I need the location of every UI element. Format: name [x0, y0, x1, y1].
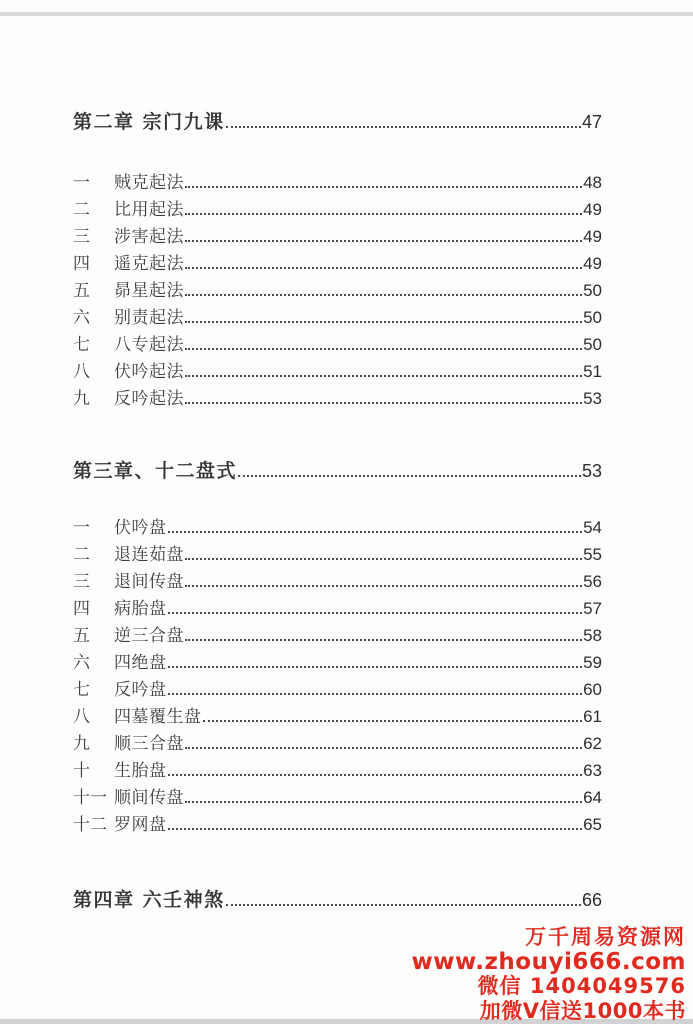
dot-leader	[238, 475, 581, 477]
toc-entry-page-number: 55	[583, 545, 602, 564]
chapter-page-number: 53	[581, 461, 602, 481]
toc-entry-row	[73, 757, 602, 784]
dot-leader	[168, 666, 583, 668]
toc-entry-number: 十二	[73, 815, 107, 835]
dot-leader	[168, 828, 583, 830]
toc-entry-row	[73, 676, 602, 703]
watermark-site-name: 万千周易资源网	[525, 925, 686, 949]
toc-entry-title: 伏吟起法	[114, 362, 184, 382]
toc-entry-page-number: 49	[583, 200, 602, 219]
toc-entry-number: 八	[73, 362, 90, 382]
toc-entry-row	[73, 622, 602, 649]
toc-entry-row	[73, 250, 602, 277]
toc-entry-row	[73, 730, 602, 757]
toc-chapter-row	[73, 886, 602, 914]
toc-entry-row	[73, 385, 602, 412]
toc-entry-page-number: 57	[583, 599, 602, 618]
toc-entry-page-number: 49	[583, 254, 602, 273]
toc-entry-row	[73, 649, 602, 676]
toc-entry-page-number: 54	[583, 518, 602, 537]
toc-entry-page-number: 51	[583, 362, 602, 381]
toc-entry-number: 二	[73, 200, 90, 220]
toc-entry-page-number: 50	[583, 281, 602, 300]
toc-entry-number: 六	[73, 308, 90, 328]
toc-entry-number: 七	[73, 680, 90, 700]
toc-entry-number: 一	[73, 173, 90, 193]
toc-entry-row	[73, 595, 602, 622]
chapter-title: 第四章 六壬神煞	[73, 889, 225, 911]
toc-entry-row	[73, 811, 602, 838]
toc-entry-title: 遥克起法	[114, 254, 184, 274]
toc-entry-title: 顺三合盘	[114, 734, 184, 754]
toc-entry-title: 病胎盘	[114, 599, 167, 619]
toc-entry-row	[73, 223, 602, 250]
dot-leader	[203, 720, 583, 722]
toc-entry-title: 八专起法	[114, 335, 184, 355]
watermark	[412, 925, 686, 1023]
toc-entry-title: 别责起法	[114, 308, 184, 328]
toc-entry-number: 八	[73, 707, 90, 727]
dot-leader	[185, 585, 582, 587]
dot-leader	[185, 240, 582, 242]
watermark-wechat-number: 微信 1404049576	[477, 974, 686, 998]
toc-entry-title: 顺间传盘	[114, 788, 184, 808]
toc-entry-row	[73, 277, 602, 304]
toc-entry-number: 五	[73, 626, 90, 646]
toc-entry-title: 贼克起法	[114, 173, 184, 193]
dot-leader	[185, 186, 582, 188]
toc-entry-page-number: 59	[583, 653, 602, 672]
dot-leader	[226, 904, 581, 906]
dot-leader	[185, 402, 582, 404]
toc-chapter-row	[73, 108, 602, 136]
dot-leader	[185, 321, 582, 323]
toc-entry-number: 十	[73, 761, 90, 781]
toc-entry-title: 退间传盘	[114, 572, 184, 592]
toc-entry-row	[73, 541, 602, 568]
toc-entry-number: 三	[73, 572, 90, 592]
toc-entry-number: 一	[73, 518, 90, 538]
toc-entry-page-number: 50	[583, 335, 602, 354]
toc-entry-title: 逆三合盘	[114, 626, 184, 646]
toc-entry-number: 四	[73, 254, 90, 274]
toc-entry-page-number: 60	[583, 680, 602, 699]
toc-entry-number: 十一	[73, 788, 107, 808]
toc-entry-row	[73, 514, 602, 541]
dot-leader	[168, 531, 583, 533]
dot-leader	[226, 126, 581, 128]
toc-chapter-section	[73, 457, 602, 838]
toc-entry-title: 涉害起法	[114, 227, 184, 247]
toc-entry-page-number: 48	[583, 173, 602, 192]
toc-entry-page-number: 50	[583, 308, 602, 327]
toc-entry-row	[73, 703, 602, 730]
toc-entry-page-number: 61	[583, 707, 602, 726]
chapter-title: 第二章 宗门九课	[73, 111, 225, 133]
toc-entry-page-number: 53	[583, 389, 602, 408]
toc-entry-page-number: 58	[583, 626, 602, 645]
toc-entry-row	[73, 358, 602, 385]
toc-entry-title: 比用起法	[114, 200, 184, 220]
toc-entry-page-number: 62	[583, 734, 602, 753]
toc-chapter-row	[73, 457, 602, 485]
chapter-title: 第三章、十二盘式	[73, 460, 238, 482]
watermark-promo-text: 加微V信送1000本书	[479, 998, 686, 1023]
watermark-site-url: www.zhouyi666.com	[411, 948, 686, 975]
toc-entry-number: 四	[73, 599, 90, 619]
toc-entry-page-number: 49	[583, 227, 602, 246]
toc-entry-number: 五	[73, 281, 90, 301]
dot-leader	[185, 639, 582, 641]
toc-entry-number: 九	[73, 734, 90, 754]
toc-entry-row	[73, 196, 602, 223]
dot-leader	[185, 747, 582, 749]
toc-entry-number: 七	[73, 335, 90, 355]
toc-entry-title: 罗网盘	[114, 815, 167, 835]
chapter-page-number: 66	[581, 890, 602, 910]
toc-entry-number: 六	[73, 653, 90, 673]
toc-entry-row	[73, 304, 602, 331]
toc-entry-title: 反吟起法	[114, 389, 184, 409]
toc-entry-title: 生胎盘	[114, 761, 167, 781]
toc-item-list	[73, 169, 602, 412]
toc-entry-number: 九	[73, 389, 90, 409]
toc-item-list	[73, 514, 602, 838]
toc-entry-row	[73, 331, 602, 358]
dot-leader	[185, 294, 582, 296]
dot-leader	[185, 801, 582, 803]
toc-chapter-section	[73, 0, 602, 412]
toc-chapter-section	[73, 886, 602, 914]
toc-entry-row	[73, 169, 602, 196]
dot-leader	[185, 213, 582, 215]
toc-entry-number: 二	[73, 545, 90, 565]
dot-leader	[168, 612, 583, 614]
toc-entry-row	[73, 568, 602, 595]
table-of-contents	[73, 0, 602, 914]
dot-leader	[185, 375, 582, 377]
toc-entry-page-number: 56	[583, 572, 602, 591]
dot-leader	[168, 693, 583, 695]
dot-leader	[185, 267, 582, 269]
toc-entry-row	[73, 784, 602, 811]
chapter-page-number: 47	[581, 112, 602, 132]
toc-entry-title: 四绝盘	[114, 653, 167, 673]
toc-entry-title: 反吟盘	[114, 680, 167, 700]
toc-entry-number: 三	[73, 227, 90, 247]
toc-entry-page-number: 65	[583, 815, 602, 834]
toc-entry-title: 伏吟盘	[114, 518, 167, 538]
toc-entry-title: 四墓覆生盘	[114, 707, 202, 727]
toc-entry-page-number: 63	[583, 761, 602, 780]
toc-entry-title: 退连茹盘	[114, 545, 184, 565]
toc-entry-page-number: 64	[583, 788, 602, 807]
dot-leader	[185, 558, 582, 560]
dot-leader	[168, 774, 583, 776]
dot-leader	[185, 348, 582, 350]
toc-entry-title: 昴星起法	[114, 281, 184, 301]
